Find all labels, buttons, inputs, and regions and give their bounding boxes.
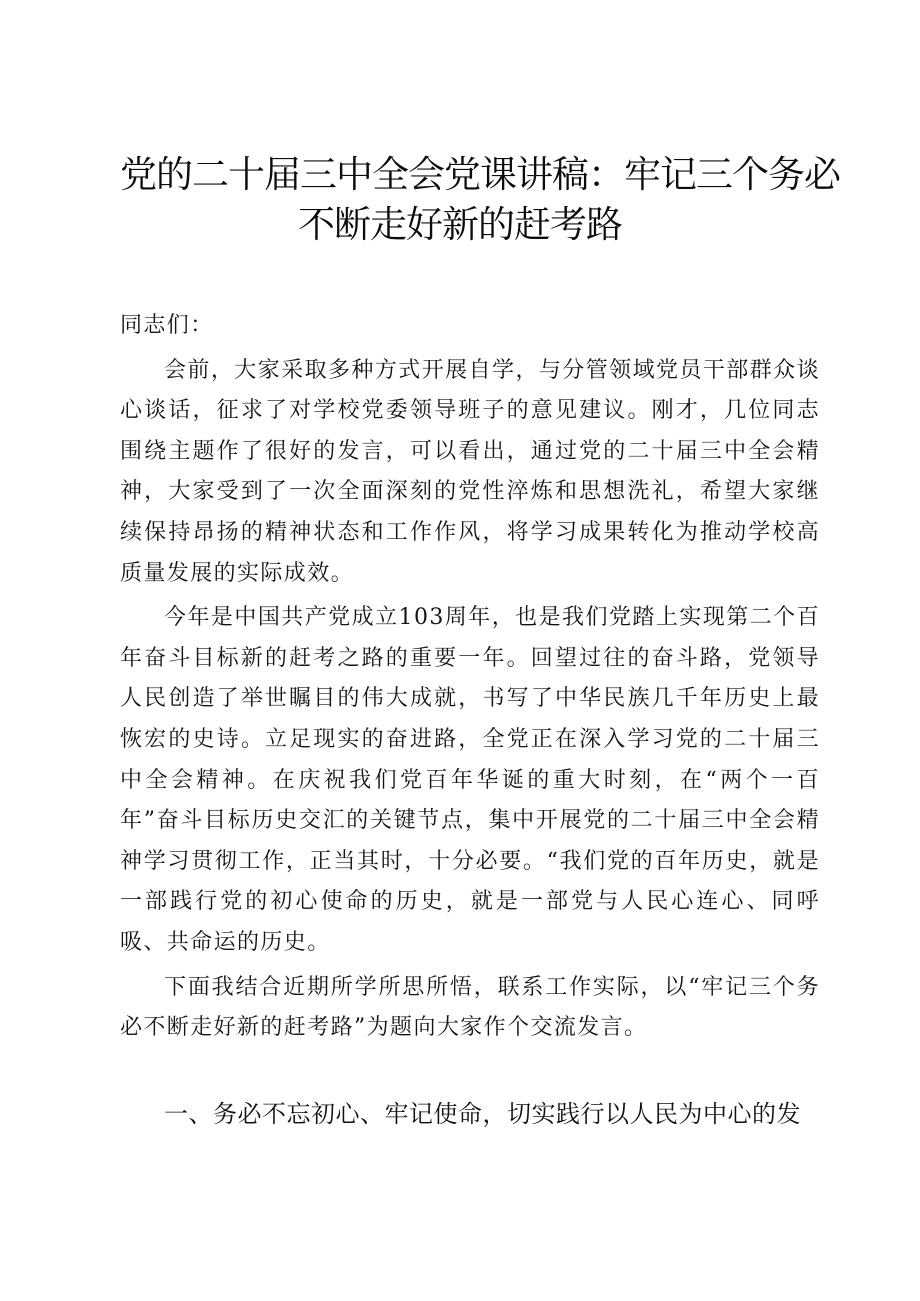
section-heading-1: 一、务必不忘初心、牢记使命，切实践行以人民为中心的发 [164,1100,801,1128]
title-line-2: 不断走好新的赶考路 [298,203,622,246]
document-title [120,150,840,250]
paragraph-intro: 会前，大家采取多种方式开展自学，与分管领域党员干部群众谈心谈话，征求了对学校党委领导班子的意见建议。刚才，几位同志围绕主题作了很好的发言，可以看出，通过党的二十届三中全会精神，大家受到了一次全面深刻的党性淬炼和思想洗礼，希望大家继续保持昂扬的精神状态和工作作风，将学习成果转化为推动学校高质量发展的实际成效。 [120,357,820,586]
salutation: 同志们： [120,313,214,338]
title-line-1: 党的二十届三中全会党课讲稿：牢记三个务必 [120,153,840,196]
paragraph-topic: 下面我结合近期所学所思所悟，联系工作实际，以“牢记三个务必不断走好新的赶考路”为题向大家作个交流发言。 [120,974,820,1041]
paragraph-anniversary: 今年是中国共产党成立103周年，也是我们党踏上实现第二个百年奋斗目标新的赶考之路的重要一年。回望过往的奋斗路，党领导人民创造了举世瞩目的伟大成就，书写了中华民族几千年历史上最恢宏的史诗。立足现实的奋进路，全党正在深入学习党的二十届三中全会精神。在庆祝我们党百年华诞的重大时刻，在“两个一百年”奋斗目标历史交汇的关键节点，集中开展党的二十届三中全会精神学习贯彻工作，正当其时，十分必要。“我们党的百年历史，就是一部践行党的初心使命的历史，就是一部党与人民心连心、同呼吸、共命运的历史。 [120,605,820,955]
document-body [120,306,820,1049]
